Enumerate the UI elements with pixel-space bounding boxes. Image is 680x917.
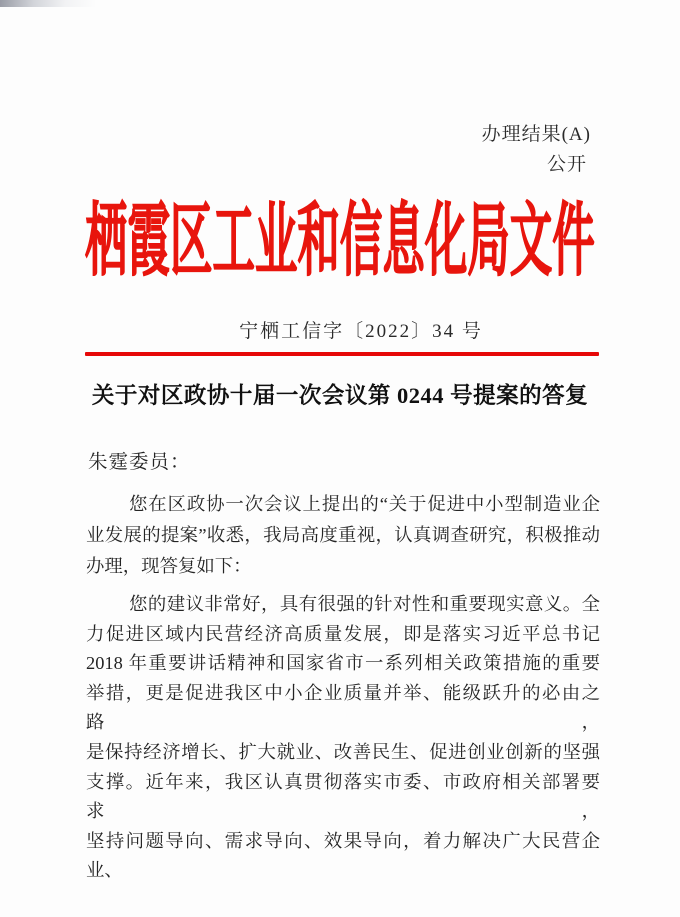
paragraph-1 [86,489,600,582]
handling-result-label: 办理结果(A) [481,124,591,145]
document-number: 宁栖工信字〔2022〕34 号 [239,321,483,342]
scan-edge-artifact [0,0,96,7]
salutation: 朱霆委员： [88,452,191,473]
red-masthead [85,198,597,286]
body-line: 举措，更是促进我区中小企业质量并举、能级跃升的必由之路， [86,682,600,733]
document-title: 关于对区政协十届一次会议第 0244 号提案的答复 [91,383,589,408]
body-line: 是保持经济增长、扩大就业、改善民生、促进创业创新的坚强 [86,741,600,762]
red-divider-line [85,352,599,356]
paragraph-2 [86,590,600,886]
body-line: 支撑。近年来，我区认真贯彻落实市委、市政府相关部署要求， [86,771,600,822]
body-line: 您的建议非常好，具有很强的针对性和重要现实意义。全 [129,594,600,614]
body-line: 力促进区域内民营经济高质量发展，即是落实习近平总书记 [86,623,600,644]
body-line: 业发展的提案”收悉，我局高度重视，认真调查研究，积极推动 [86,525,600,545]
body-line: 办理，现答复如下： [86,556,252,576]
body-line: 坚持问题导向、需求导向、效果导向，着力解决广大民营企业、 [86,830,600,881]
body-line: 您在区政协一次会议上提出的“关于促进中小型制造业企 [129,494,600,514]
body-line: 2018 年重要讲话精神和国家省市一系列相关政策措施的重要 [86,653,600,674]
masthead-title-text: 栖霞区工业和信息化局文件 [85,198,595,286]
publicity-label: 公开 [546,154,587,175]
